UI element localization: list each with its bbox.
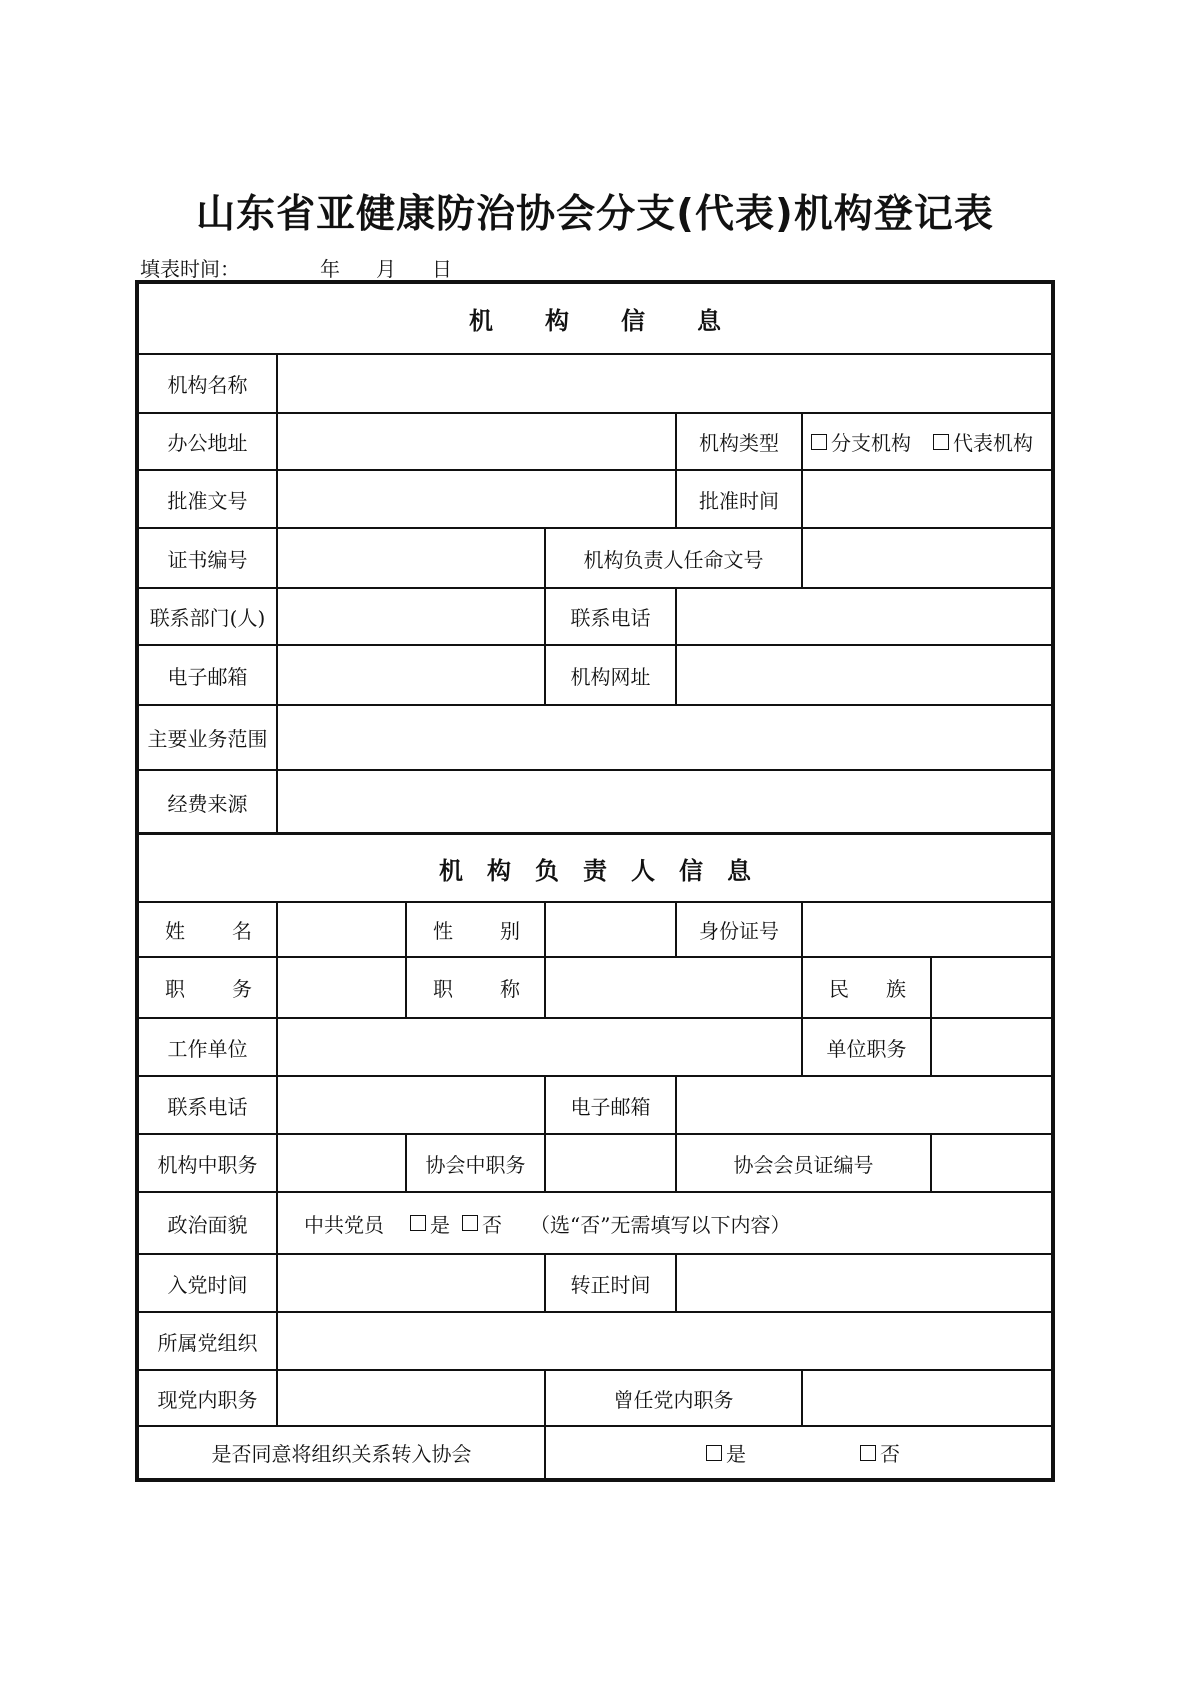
id-number-label: 身份证号	[676, 902, 802, 957]
transfer-yes-checkbox[interactable]	[706, 1438, 746, 1467]
org-type-rep-label: 代表机构	[953, 431, 1033, 455]
section1-char: 信	[621, 307, 645, 335]
approval-time-label: 批准时间	[676, 470, 802, 528]
fill-date-month: 月	[376, 257, 396, 281]
full-member-time-field[interactable]	[676, 1254, 1052, 1312]
fill-date-year: 年	[320, 257, 340, 281]
org-type-label: 机构类型	[676, 413, 802, 470]
org-type-rep-checkbox[interactable]	[933, 427, 1033, 456]
org-email-label: 电子邮箱	[138, 645, 277, 705]
head-appoint-no-field[interactable]	[802, 528, 1052, 588]
checkbox-square-icon	[462, 1215, 478, 1231]
current-party-position-field[interactable]	[277, 1370, 545, 1426]
org-phone-field[interactable]	[676, 588, 1052, 645]
funding-source-label: 经费来源	[138, 770, 277, 834]
professional-title-label-char: 职	[433, 977, 453, 1001]
position-label	[138, 957, 277, 1018]
org-type-branch-checkbox[interactable]	[811, 427, 911, 456]
position-label-char: 职	[165, 977, 185, 1001]
contact-dept-label: 联系部门(人)	[138, 588, 277, 645]
section2-char: 息	[727, 856, 751, 885]
business-scope-field[interactable]	[277, 705, 1052, 770]
id-number-field[interactable]	[802, 902, 1052, 957]
checkbox-square-icon	[933, 434, 949, 450]
position-field[interactable]	[277, 957, 406, 1018]
org-name-field[interactable]	[277, 354, 1052, 413]
transfer-no-label: 否	[880, 1442, 900, 1466]
cert-no-label: 证书编号	[138, 528, 277, 588]
unit-position-label: 单位职务	[802, 1018, 931, 1076]
checkbox-square-icon	[410, 1215, 426, 1231]
org-email-field[interactable]	[277, 645, 545, 705]
office-address-field[interactable]	[277, 413, 676, 470]
approval-no-field[interactable]	[277, 470, 676, 528]
gender-label-char: 性	[433, 919, 453, 943]
section1-char: 机	[469, 307, 493, 335]
ethnicity-field[interactable]	[931, 957, 1052, 1018]
professional-title-label	[406, 957, 545, 1018]
political-status-label: 政治面貌	[138, 1192, 277, 1254]
org-phone-label: 联系电话	[545, 588, 676, 645]
transfer-no-checkbox[interactable]	[860, 1438, 900, 1467]
ethnicity-label-char: 民	[829, 977, 849, 1001]
member-no-label: 协会会员证编号	[676, 1134, 931, 1192]
org-website-label: 机构网址	[545, 645, 676, 705]
transfer-yes-label: 是	[726, 1442, 746, 1466]
org-type-options	[802, 413, 1052, 470]
gender-label	[406, 902, 545, 957]
member-no-field[interactable]	[931, 1134, 1052, 1192]
transfer-relation-options	[545, 1426, 1052, 1479]
join-party-time-field[interactable]	[277, 1254, 545, 1312]
org-role-label: 机构中职务	[138, 1134, 277, 1192]
person-name-label-char: 名	[232, 919, 252, 943]
business-scope-label: 主要业务范围	[138, 705, 277, 770]
person-phone-field[interactable]	[277, 1076, 545, 1134]
party-member-yes-checkbox[interactable]	[410, 1209, 450, 1238]
approval-no-label: 批准文号	[138, 470, 277, 528]
fill-date-label: 填表时间：	[140, 257, 240, 281]
section1-char: 息	[697, 307, 721, 335]
checkbox-square-icon	[706, 1445, 722, 1461]
person-phone-label: 联系电话	[138, 1076, 277, 1134]
join-party-time-label: 入党时间	[138, 1254, 277, 1312]
former-party-position-field[interactable]	[802, 1370, 1052, 1426]
assoc-role-label: 协会中职务	[406, 1134, 545, 1192]
office-address-label: 办公地址	[138, 413, 277, 470]
party-org-label: 所属党组织	[138, 1312, 277, 1370]
person-email-field[interactable]	[676, 1076, 1052, 1134]
person-name-label	[138, 902, 277, 957]
fill-date-day: 日	[432, 257, 452, 281]
former-party-position-label: 曾任党内职务	[545, 1370, 802, 1426]
party-member-text: 中共党员	[304, 1212, 384, 1237]
approval-time-field[interactable]	[802, 470, 1052, 528]
current-party-position-label: 现党内职务	[138, 1370, 277, 1426]
party-member-no-label: 否	[482, 1212, 502, 1237]
form-title: 山东省亚健康防治协会分支(代表)机构登记表	[196, 192, 994, 237]
checkbox-square-icon	[860, 1445, 876, 1461]
political-status-row	[277, 1192, 1052, 1254]
assoc-role-field[interactable]	[545, 1134, 676, 1192]
unit-position-field[interactable]	[931, 1018, 1052, 1076]
checkbox-square-icon	[811, 434, 827, 450]
section2-char: 责	[583, 856, 607, 885]
workplace-field[interactable]	[277, 1018, 802, 1076]
section-head-info-header	[138, 834, 1052, 902]
ethnicity-label	[802, 957, 931, 1018]
funding-source-field[interactable]	[277, 770, 1052, 834]
org-role-field[interactable]	[277, 1134, 406, 1192]
org-type-branch-label: 分支机构	[831, 431, 911, 455]
section2-char: 人	[631, 856, 655, 885]
section2-char: 信	[679, 856, 703, 885]
section-divider	[135, 832, 1055, 835]
position-label-char: 务	[232, 977, 252, 1001]
full-member-time-label: 转正时间	[545, 1254, 676, 1312]
cert-no-field[interactable]	[277, 528, 545, 588]
professional-title-field[interactable]	[545, 957, 802, 1018]
gender-field[interactable]	[545, 902, 676, 957]
transfer-relation-label: 是否同意将组织关系转入协会	[138, 1426, 545, 1479]
professional-title-label-char: 称	[500, 977, 520, 1001]
section1-char: 构	[545, 307, 569, 335]
political-note: （选“否”无需填写以下内容）	[530, 1212, 791, 1237]
ethnicity-label-char: 族	[886, 977, 906, 1001]
person-name-field[interactable]	[277, 902, 406, 957]
head-appoint-no-label: 机构负责人任命文号	[545, 528, 802, 588]
org-name-label: 机构名称	[138, 354, 277, 413]
contact-dept-field[interactable]	[277, 588, 545, 645]
party-member-yes-label: 是	[430, 1212, 450, 1237]
section2-char: 负	[535, 856, 559, 885]
section2-char: 机	[439, 856, 463, 885]
section-org-info-header	[138, 283, 1052, 354]
person-name-label-char: 姓	[165, 919, 185, 943]
party-member-no-checkbox[interactable]	[462, 1209, 502, 1238]
workplace-label: 工作单位	[138, 1018, 277, 1076]
org-website-field[interactable]	[676, 645, 1052, 705]
fill-date-line	[140, 253, 452, 282]
person-email-label: 电子邮箱	[545, 1076, 676, 1134]
party-org-field[interactable]	[277, 1312, 1052, 1370]
gender-label-char: 别	[500, 919, 520, 943]
section2-char: 构	[487, 856, 511, 885]
